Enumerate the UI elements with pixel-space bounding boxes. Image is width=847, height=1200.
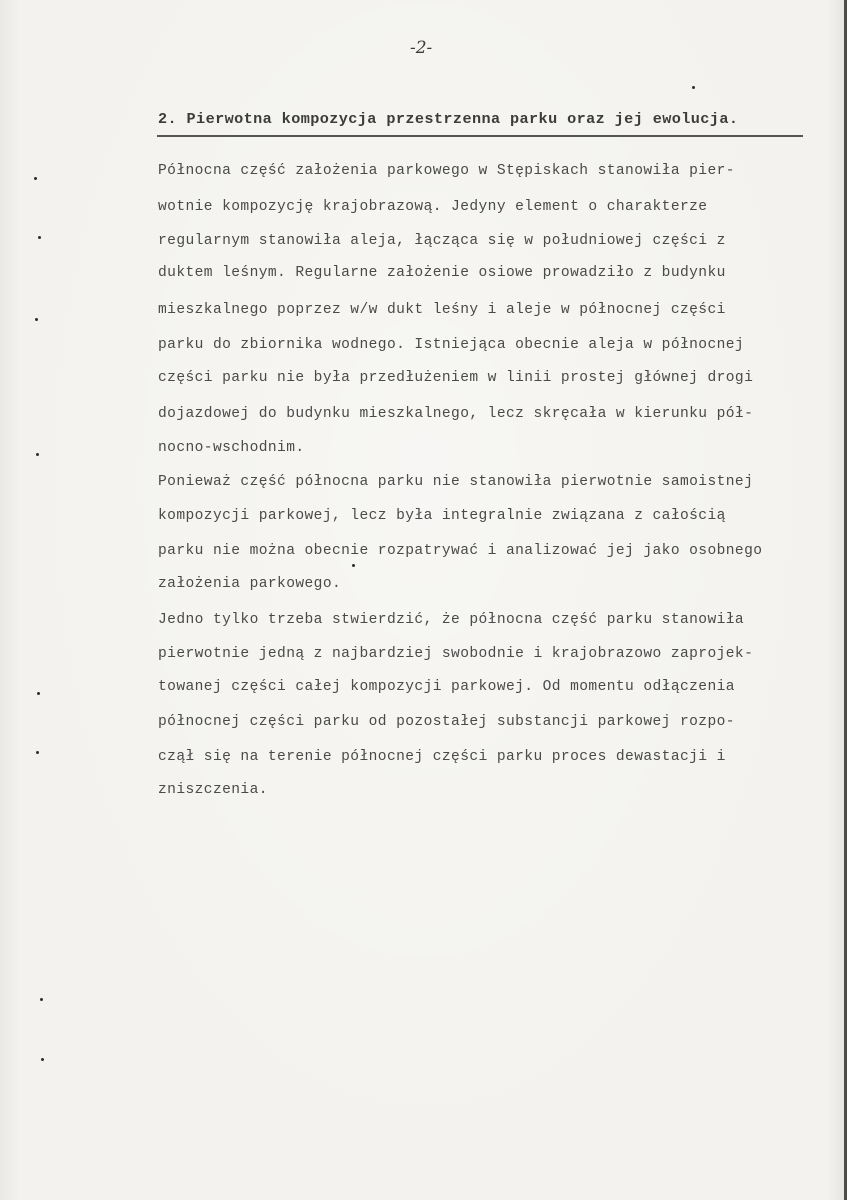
body-line: parku do zbiornika wodnego. Istniejąca obecnie aleja w północnej	[158, 337, 745, 353]
scan-speck	[35, 318, 38, 321]
scan-speck	[38, 236, 41, 239]
body-line: wotnie kompozycję krajobrazową. Jedyny element o charakterze	[158, 199, 708, 215]
body-line: duktem leśnym. Regularne założenie osiowe prowadziło z budynku	[158, 265, 726, 281]
scan-speck	[41, 1058, 44, 1061]
body-line: parku nie można obecnie rozpatrywać i analizować jej jako osobnego	[158, 543, 763, 559]
body-line: Północna część założenia parkowego w Stępiskach stanowiła pier-	[158, 163, 735, 179]
body-line: towanej części całej kompozycji parkowej. Od momentu odłączenia	[158, 679, 735, 695]
section-heading: 2. Pierwotna kompozycja przestrzenna parku oraz jej ewolucja.	[158, 110, 739, 128]
body-line: pierwotnie jedną z najbardziej swobodnie i krajobrazowo zaprojek-	[158, 646, 754, 662]
body-line: nocno-wschodnim.	[158, 440, 305, 456]
scan-speck	[36, 751, 39, 754]
scan-speck	[40, 998, 43, 1001]
body-line: dojazdowej do budynku mieszkalnego, lecz skręcała w kierunku pół-	[158, 406, 754, 422]
body-line: kompozycji parkowej, lecz była integralnie związana z całością	[158, 508, 726, 524]
body-line: mieszkalnego poprzez w/w dukt leśny i aleje w północnej części	[158, 302, 726, 318]
scan-speck	[37, 692, 40, 695]
scan-speck	[352, 564, 355, 567]
body-line: Ponieważ część północna parku nie stanowiła pierwotnie samoistnej	[158, 474, 754, 490]
heading-underline	[157, 135, 803, 137]
page-number: -2-	[410, 38, 433, 58]
body-line: części parku nie była przedłużeniem w linii prostej głównej drogi	[158, 370, 754, 386]
body-line: północnej części parku od pozostałej substancji parkowej rozpo-	[158, 714, 735, 730]
scan-speck	[34, 177, 37, 180]
scan-speck	[36, 453, 39, 456]
body-line: zniszczenia.	[158, 782, 268, 798]
body-line: Jedno tylko trzeba stwierdzić, że północna część parku stanowiła	[158, 612, 745, 628]
body-line: założenia parkowego.	[158, 576, 342, 592]
body-line: regularnym stanowiła aleja, łącząca się w południowej części z	[158, 233, 726, 249]
scan-speck	[692, 86, 695, 89]
body-line: czął się na terenie północnej części parku proces dewastacji i	[158, 749, 726, 765]
